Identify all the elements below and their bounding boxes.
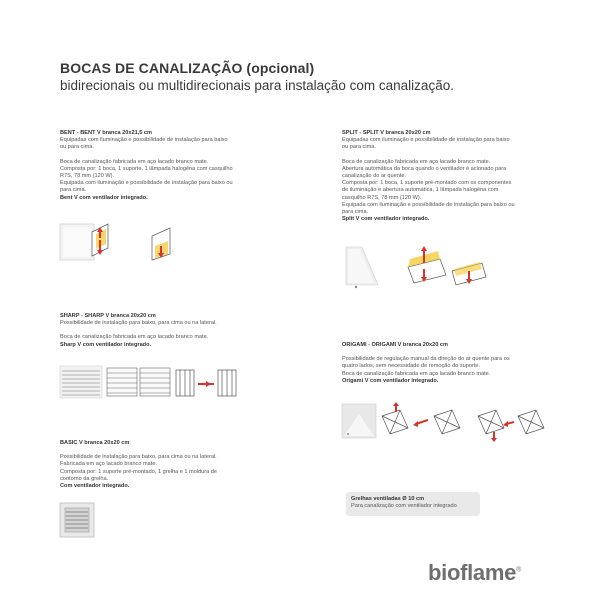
sharp-product-photo — [60, 366, 102, 398]
split-images — [342, 245, 522, 295]
split-text: canalização do ar quente. — [342, 173, 407, 180]
origami-diagram-1 — [382, 402, 408, 434]
split-text: ou para cima. — [342, 144, 376, 151]
split-text: Equipada com iluminação e possibilidade de instalação para baixo ou — [342, 201, 515, 208]
origami-diagram-3 — [478, 410, 504, 442]
origami-diagram-2 — [413, 410, 460, 434]
origami-text: quatro lados, sem necessidade de remoção do suporte. — [342, 363, 481, 370]
sharp-text: Possibilidade de instalação para baixo, para cima ou na lateral. — [60, 320, 217, 327]
note-text: Para canalização com ventilador integrado — [351, 503, 457, 509]
split-text: casquilho R7S, 78 mm (120 W). — [342, 194, 422, 201]
basic-text: contorno da grelha. — [60, 475, 109, 482]
origami-text: Boca de canalização fabricada em aço lacado branco mate. — [342, 370, 491, 377]
split-text: para cima. — [342, 209, 369, 216]
sharp-text: Boca de canalização fabricada em aço lacado branco mate. — [60, 334, 209, 341]
sharp-diagram-1 — [107, 368, 137, 396]
section-origami — [342, 342, 557, 385]
split-diagram-open — [408, 246, 446, 283]
bent-text: Equipada com iluminação e possibilidade de instalação para baixo ou — [60, 180, 233, 187]
section-bent — [60, 130, 270, 202]
bent-text: para cima. — [60, 187, 87, 194]
bent-text: Boca de canalização fabricada em aço lacado branco mate. — [60, 158, 209, 165]
sharp-diagram-3 — [176, 370, 211, 396]
bent-images — [60, 224, 260, 264]
split-text: Equipadas com iluminação e possibilidade de instalação para baixo — [342, 137, 510, 144]
sharp-images — [60, 364, 260, 404]
brand-logo — [428, 560, 521, 586]
origami-heading: ORIGAMI - ORIGAMI V branca 20x20 cm — [342, 342, 448, 348]
origami-fan-note: Origami V com ventilador integrado. — [342, 377, 439, 384]
page-subtitle: bidirecionais ou multidirecionais para instalação com canalização. — [60, 78, 454, 93]
sharp-heading: SHARP - SHARP V branca 20x20 cm — [60, 313, 156, 319]
split-heading: SPLIT - SPLIT V branca 20x20 cm — [342, 130, 431, 136]
origami-images — [342, 402, 552, 442]
split-product-photo — [346, 247, 378, 288]
bent-text: ou para cima. — [60, 144, 94, 151]
sharp-diagram-2 — [140, 368, 170, 396]
split-text: Boca de canalização fabricada em aço lacado branco mate. — [342, 158, 491, 165]
basic-product-photo — [60, 503, 100, 543]
split-text: de iluminação e abertura automática, 1 lâmpada halogéna com — [342, 187, 499, 194]
basic-heading: BASIC V branca 20x20 cm — [60, 440, 130, 446]
note-heading: Grelhas ventiladas Ø 10 cm — [351, 496, 425, 502]
bent-heading: BENT - BENT V branca 20x21,5 cm — [60, 130, 153, 136]
brand-name: bioflame — [428, 560, 517, 585]
origami-text: Possibilidade de regulação manual da direção do ar quente para os — [342, 356, 510, 363]
origami-diagram-4 — [503, 410, 544, 434]
bent-text: Composta por: 1 boca, 1 suporte, 1 lâmpada halogéna com casquilho — [60, 165, 233, 172]
section-sharp — [60, 313, 280, 349]
basic-text: Composta por: 1 suporte pré-montado, 1 grelha e 1 moldura de — [60, 468, 218, 475]
basic-text: Fabricada em aço lacado branco mate. — [60, 461, 158, 468]
page-title: BOCAS DE CANALIZAÇÃO (opcional) — [60, 60, 315, 76]
bent-text: R7S, 78 mm (120 W). — [60, 173, 115, 180]
bent-fan-note: Bent V com ventilador integrado. — [60, 194, 148, 201]
section-basic — [60, 440, 280, 490]
origami-product-photo — [342, 404, 376, 438]
ventilated-grilles-note — [346, 492, 480, 516]
bent-diagram-up — [152, 228, 170, 260]
basic-text: Possibilidade de instalação para baixo, para cima ou na lateral. — [60, 454, 217, 461]
registered-mark: ® — [516, 566, 521, 574]
section-split — [342, 130, 552, 223]
split-fan-note: Split V com ventilador integrado. — [342, 216, 430, 223]
split-text: Abertura automática da boca quando o ventilador é acionado para — [342, 165, 507, 172]
bent-text: Equipadas com iluminação e possibilidade de instalação para baixo — [60, 137, 228, 144]
sharp-diagram-4 — [206, 370, 236, 396]
split-text: Composta por: 1 boca, 1 suporte pré-montado com os componentes — [342, 180, 512, 187]
basic-fan-note: Com ventilador integrado. — [60, 483, 130, 490]
sharp-fan-note: Sharp V com ventilador integrado. — [60, 341, 152, 348]
split-diagram-closed — [452, 262, 486, 285]
